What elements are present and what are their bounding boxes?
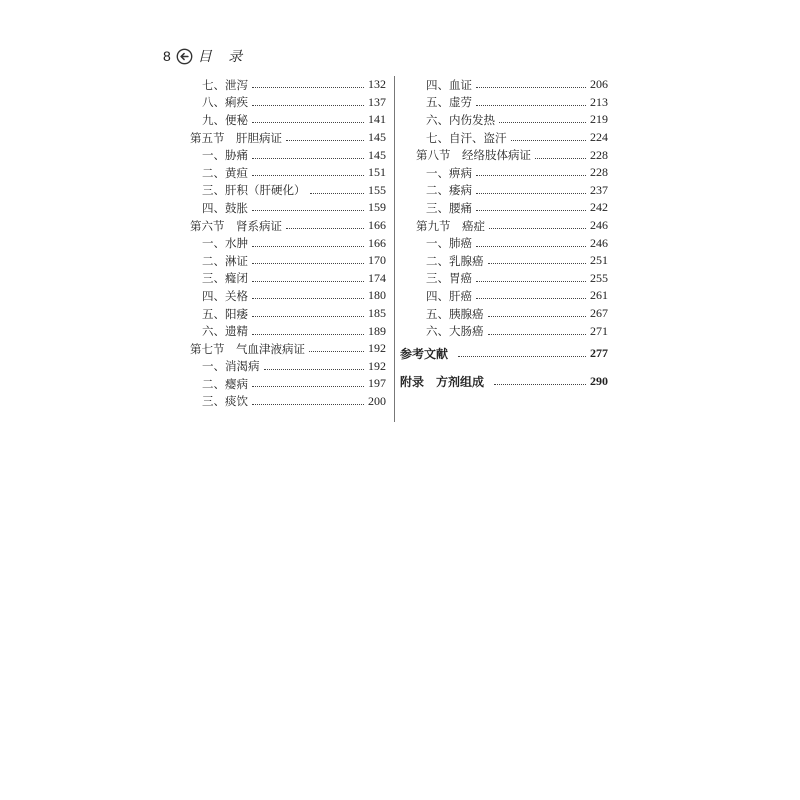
entry-title: 二、痿病	[426, 183, 472, 198]
entry-title: 三、癃闭	[202, 271, 248, 286]
toc-section-entry[interactable]	[190, 340, 386, 358]
entry-page-number: 145	[368, 130, 386, 145]
dot-leader	[476, 175, 586, 176]
dot-leader	[494, 384, 586, 385]
entry-page-number: 267	[590, 306, 608, 321]
entry-page-number: 200	[368, 393, 386, 408]
entry-page-number: 166	[368, 218, 386, 233]
entry-page-number: 137	[368, 94, 386, 109]
entry-title: 三、胃癌	[426, 271, 472, 286]
dot-leader	[476, 246, 586, 247]
dot-leader	[499, 122, 586, 123]
dot-leader	[286, 228, 364, 229]
entry-page-number: 277	[590, 346, 608, 361]
circle-arrow-left-icon	[176, 48, 193, 65]
dot-leader	[252, 210, 364, 211]
dot-leader	[252, 175, 364, 176]
dot-leader	[252, 87, 364, 88]
entry-title: 七、泄泻	[202, 77, 248, 92]
entry-title: 九、便秘	[202, 112, 248, 127]
entry-title: 六、遗精	[202, 324, 248, 339]
entry-page-number: 189	[368, 323, 386, 338]
toc-entry[interactable]	[190, 76, 386, 94]
entry-title: 四、肝癌	[426, 288, 472, 303]
toc-section-entry[interactable]	[190, 129, 386, 147]
dot-leader	[458, 356, 586, 357]
toc-entry[interactable]	[400, 234, 608, 252]
toc-entry[interactable]	[190, 146, 386, 164]
entry-title: 三、肝积（肝硬化）	[202, 183, 306, 198]
toc-entry[interactable]	[400, 322, 608, 340]
entry-page-number: 228	[590, 147, 608, 162]
entry-title: 七、自汗、盗汗	[426, 130, 507, 145]
page-number: 8	[163, 48, 171, 64]
entry-title: 二、瘿病	[202, 376, 248, 391]
entry-title: 二、乳腺癌	[426, 253, 484, 268]
entry-title: 五、胰腺癌	[426, 306, 484, 321]
entry-title: 附录 方剂组成	[400, 375, 485, 390]
toc-entry[interactable]	[400, 305, 608, 323]
toc-entry[interactable]	[190, 305, 386, 323]
toc-chapter-entry[interactable]	[400, 368, 608, 396]
entry-title: 一、痹病	[426, 165, 472, 180]
entry-page-number: 192	[368, 358, 386, 373]
dot-leader	[264, 369, 365, 370]
toc-entry[interactable]	[190, 164, 386, 182]
entry-page-number: 213	[590, 94, 608, 109]
entry-title: 六、内伤发热	[426, 112, 495, 127]
dot-leader	[488, 334, 587, 335]
toc-entry[interactable]	[190, 375, 386, 393]
entry-title: 五、阳痿	[202, 306, 248, 321]
entry-page-number: 261	[590, 288, 608, 303]
entry-page-number: 141	[368, 112, 386, 127]
entry-page-number: 174	[368, 270, 386, 285]
toc-entry[interactable]	[400, 270, 608, 288]
entry-title: 八、痢疾	[202, 95, 248, 110]
entry-page-number: 151	[368, 165, 386, 180]
dot-leader	[476, 298, 586, 299]
entry-page-number: 251	[590, 253, 608, 268]
entry-page-number: 155	[368, 182, 386, 197]
dot-leader	[252, 263, 364, 264]
dot-leader	[310, 193, 365, 194]
toc-entry[interactable]	[400, 111, 608, 129]
dot-leader	[535, 158, 586, 159]
dot-leader	[476, 193, 586, 194]
entry-title: 参考文献	[400, 347, 449, 362]
toc-entry[interactable]	[190, 322, 386, 340]
entry-title: 二、淋证	[202, 253, 248, 268]
toc-entry[interactable]	[190, 182, 386, 200]
entry-page-number: 246	[590, 218, 608, 233]
entry-page-number: 159	[368, 200, 386, 215]
entry-title: 四、关格	[202, 288, 248, 303]
toc-entry[interactable]	[190, 358, 386, 376]
dot-leader	[252, 404, 364, 405]
entry-page-number: 192	[368, 341, 386, 356]
entry-title: 五、虚劳	[426, 95, 472, 110]
dot-leader	[309, 351, 364, 352]
toc-entry[interactable]	[400, 76, 608, 94]
dot-leader	[488, 316, 587, 317]
toc-entry[interactable]	[400, 129, 608, 147]
toc-entry[interactable]	[400, 164, 608, 182]
entry-page-number: 224	[590, 130, 608, 145]
toc-entry[interactable]	[190, 94, 386, 112]
entry-page-number: 290	[590, 374, 608, 389]
dot-leader	[252, 281, 364, 282]
entry-page-number: 255	[590, 270, 608, 285]
entry-page-number: 271	[590, 323, 608, 338]
toc-entry[interactable]	[190, 270, 386, 288]
entry-title: 第六节 肾系病证	[190, 218, 282, 233]
toc-entry[interactable]	[190, 287, 386, 305]
dot-leader	[488, 263, 587, 264]
dot-leader	[489, 228, 586, 229]
entry-page-number: 228	[590, 165, 608, 180]
page-header	[163, 46, 248, 66]
toc-section-entry[interactable]	[190, 217, 386, 235]
toc-entry[interactable]	[400, 94, 608, 112]
entry-title: 第九节 癌症	[416, 218, 485, 233]
toc-entry[interactable]	[400, 199, 608, 217]
dot-leader	[252, 158, 364, 159]
entry-page-number: 206	[590, 77, 608, 92]
toc-left-column	[190, 76, 386, 410]
entry-page-number: 170	[368, 253, 386, 268]
dot-leader	[252, 122, 364, 123]
entry-page-number: 237	[590, 182, 608, 197]
section-title: 目 录	[197, 49, 249, 65]
toc-section-entry[interactable]	[400, 146, 608, 164]
dot-leader	[476, 87, 586, 88]
dot-leader	[252, 386, 364, 387]
toc-entry[interactable]	[190, 111, 386, 129]
entry-page-number: 242	[590, 200, 608, 215]
entry-title: 一、肺癌	[426, 236, 472, 251]
toc-right-column	[400, 76, 608, 396]
entry-page-number: 180	[368, 288, 386, 303]
entry-title: 二、黄疸	[202, 165, 248, 180]
toc-entry[interactable]	[190, 199, 386, 217]
entry-title: 三、腰痛	[426, 200, 472, 215]
entry-title: 一、胁痛	[202, 148, 248, 163]
toc-entry[interactable]	[190, 234, 386, 252]
entry-page-number: 132	[368, 77, 386, 92]
entry-title: 一、消渴病	[202, 359, 260, 374]
dot-leader	[476, 210, 586, 211]
entry-title: 六、大肠癌	[426, 324, 484, 339]
entry-page-number: 246	[590, 235, 608, 250]
entry-title: 第五节 肝胆病证	[190, 130, 282, 145]
dot-leader	[286, 140, 364, 141]
entry-title: 一、水肿	[202, 236, 248, 251]
toc-entry[interactable]	[400, 252, 608, 270]
entry-title: 四、鼓胀	[202, 200, 248, 215]
entry-title: 第八节 经络肢体病证	[416, 148, 531, 163]
toc-entry[interactable]	[190, 393, 386, 411]
toc-entry[interactable]	[400, 287, 608, 305]
toc-entry[interactable]	[190, 252, 386, 270]
entry-page-number: 197	[368, 376, 386, 391]
dot-leader	[252, 316, 364, 317]
entry-title: 四、血证	[426, 77, 472, 92]
dot-leader	[511, 140, 587, 141]
entry-page-number: 145	[368, 147, 386, 162]
dot-leader	[476, 105, 586, 106]
dot-leader	[252, 334, 364, 335]
dot-leader	[476, 281, 586, 282]
entry-page-number: 166	[368, 235, 386, 250]
entry-title: 三、痰饮	[202, 394, 248, 409]
dot-leader	[252, 105, 364, 106]
toc-entry[interactable]	[400, 182, 608, 200]
column-divider	[394, 76, 395, 422]
toc-section-entry[interactable]	[400, 217, 608, 235]
entry-page-number: 185	[368, 306, 386, 321]
toc-chapter-entry[interactable]	[400, 340, 608, 368]
entry-page-number: 219	[590, 112, 608, 127]
entry-title: 第七节 气血津液病证	[190, 341, 305, 356]
dot-leader	[252, 298, 364, 299]
dot-leader	[252, 246, 364, 247]
